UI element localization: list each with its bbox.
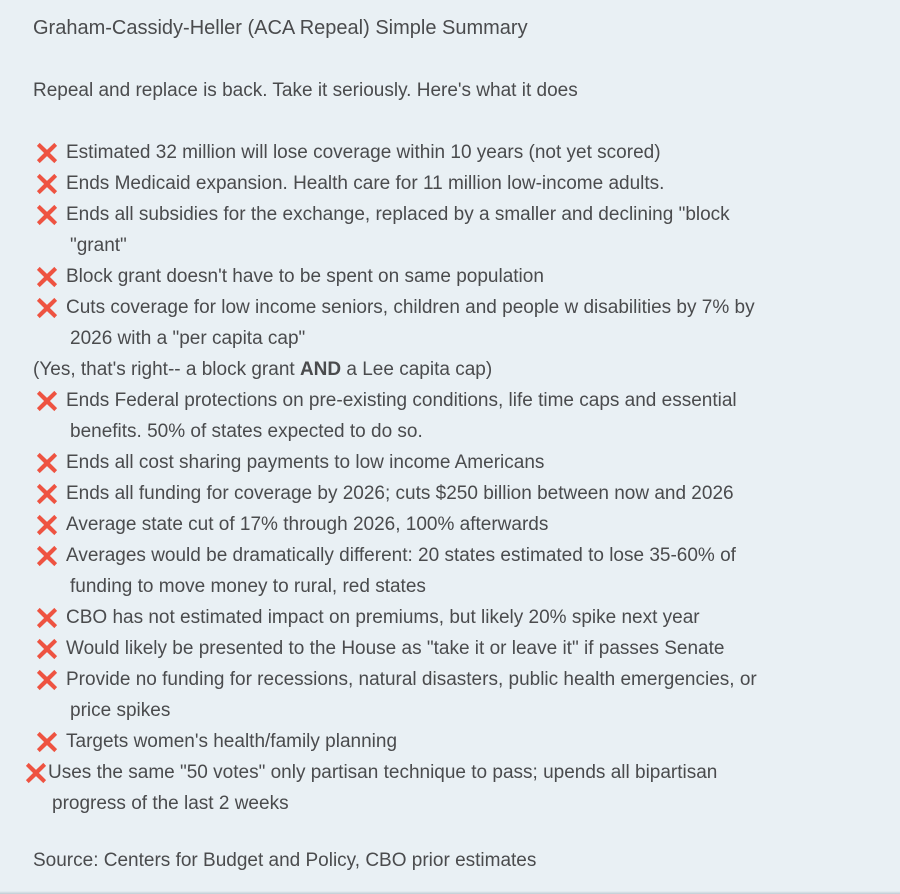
spacer [33,44,880,75]
list-item-text-line: Uses the same "50 votes" only partisan technique to pass; upends all bipartisan [48,762,718,783]
x-mark-icon [33,292,66,319]
list-item-text [66,633,880,664]
spacer [33,106,880,137]
x-mark-icon [33,137,66,164]
list-item-text [66,726,880,757]
list-item-text [66,540,880,602]
x-mark-icon [25,757,48,784]
list-item-text [66,478,880,509]
x-mark-icon [33,447,66,474]
list-item [33,385,880,447]
list-item [33,447,880,478]
x-mark-icon [33,509,66,536]
list-item [33,292,880,354]
list-item [33,509,880,540]
x-mark-icon [33,540,66,567]
list-item [33,137,880,168]
list-item-text-line: price spikes [70,700,171,721]
list-item-text [66,137,880,168]
list-item [33,602,880,633]
summary-list [33,137,880,819]
x-mark-icon [33,199,66,226]
list-item-text [66,664,880,726]
x-mark-icon [33,602,66,629]
list-item-text-line: Cuts coverage for low income seniors, children and people w disabilities by 7% by [66,297,755,318]
list-item-text-line: funding to move money to rural, red states [70,576,426,597]
list-item [33,261,880,292]
list-item-text-line: Averages would be dramatically different: 20 states estimated to lose 35-60% of [66,545,736,566]
note-text: (Yes, that's right-- a block grant [33,359,300,380]
x-mark-icon [33,664,66,691]
list-item-text [48,757,880,819]
list-item-text-line: Block grant doesn't have to be spent on same population [66,266,544,287]
x-mark-icon [33,478,66,505]
x-mark-icon [33,168,66,195]
x-mark-icon [33,385,66,412]
x-mark-icon [33,633,66,660]
spacer [33,819,880,845]
note-line [33,354,880,385]
list-item [33,540,880,602]
list-item [25,757,880,819]
list-item [33,168,880,199]
list-item-text-line: Estimated 32 million will lose coverage within 10 years (not yet scored) [66,142,661,163]
list-item [33,199,880,261]
list-item [33,664,880,726]
list-item-text-line: Targets women's health/family planning [66,731,398,752]
source-text: Source: Centers for Budget and Policy, CBO prior estimates [33,850,537,871]
list-item [33,478,880,509]
list-item-text [66,292,880,354]
list-item-text [66,602,880,633]
list-item-text-line: Would likely be presented to the House as "take it or leave it" if passes Senate [66,638,725,659]
x-mark-icon [33,726,66,753]
list-item-text [66,168,880,199]
list-item-text [66,509,880,540]
list-item-text-line: benefits. 50% of states expected to do so. [70,421,423,442]
page-title: Graham-Cassidy-Heller (ACA Repeal) Simple Summary [33,17,528,39]
list-item-text-line: progress of the last 2 weeks [52,793,289,814]
note-bold-text: AND [299,359,342,380]
x-mark-icon [33,261,66,288]
list-item-text [66,447,880,478]
list-item-text-line: Ends Medicaid expansion. Health care for 11 million low-income adults. [66,173,665,194]
list-item-text [66,261,880,292]
list-item-text-line: Ends all funding for coverage by 2026; cuts $250 billion between now and 2026 [66,483,734,504]
list-item-text-line: Ends all cost sharing payments to low income Americans [66,452,545,473]
list-item [33,633,880,664]
list-item-text-line: Ends all subsidies for the exchange, replaced by a smaller and declining "block [66,204,730,225]
list-item-text-line: "grant" [70,235,127,256]
list-item-text [66,385,880,447]
note-text: a Lee capita cap) [341,359,493,380]
list-item-text-line: Ends Federal protections on pre-existing conditions, life time caps and essential [66,390,737,411]
list-item-text-line: Average state cut of 17% through 2026, 100% afterwards [66,514,549,535]
list-item-text-line: CBO has not estimated impact on premiums, but likely 20% spike next year [66,607,700,628]
list-item-text [66,199,880,261]
list-item-text-line: Provide no funding for recessions, natural disasters, public health emergencies, or [66,669,757,690]
list-item [33,726,880,757]
list-item-text-line: 2026 with a "per capita cap" [70,328,306,349]
intro-text: Repeal and replace is back. Take it seriously. Here's what it does [33,80,578,101]
